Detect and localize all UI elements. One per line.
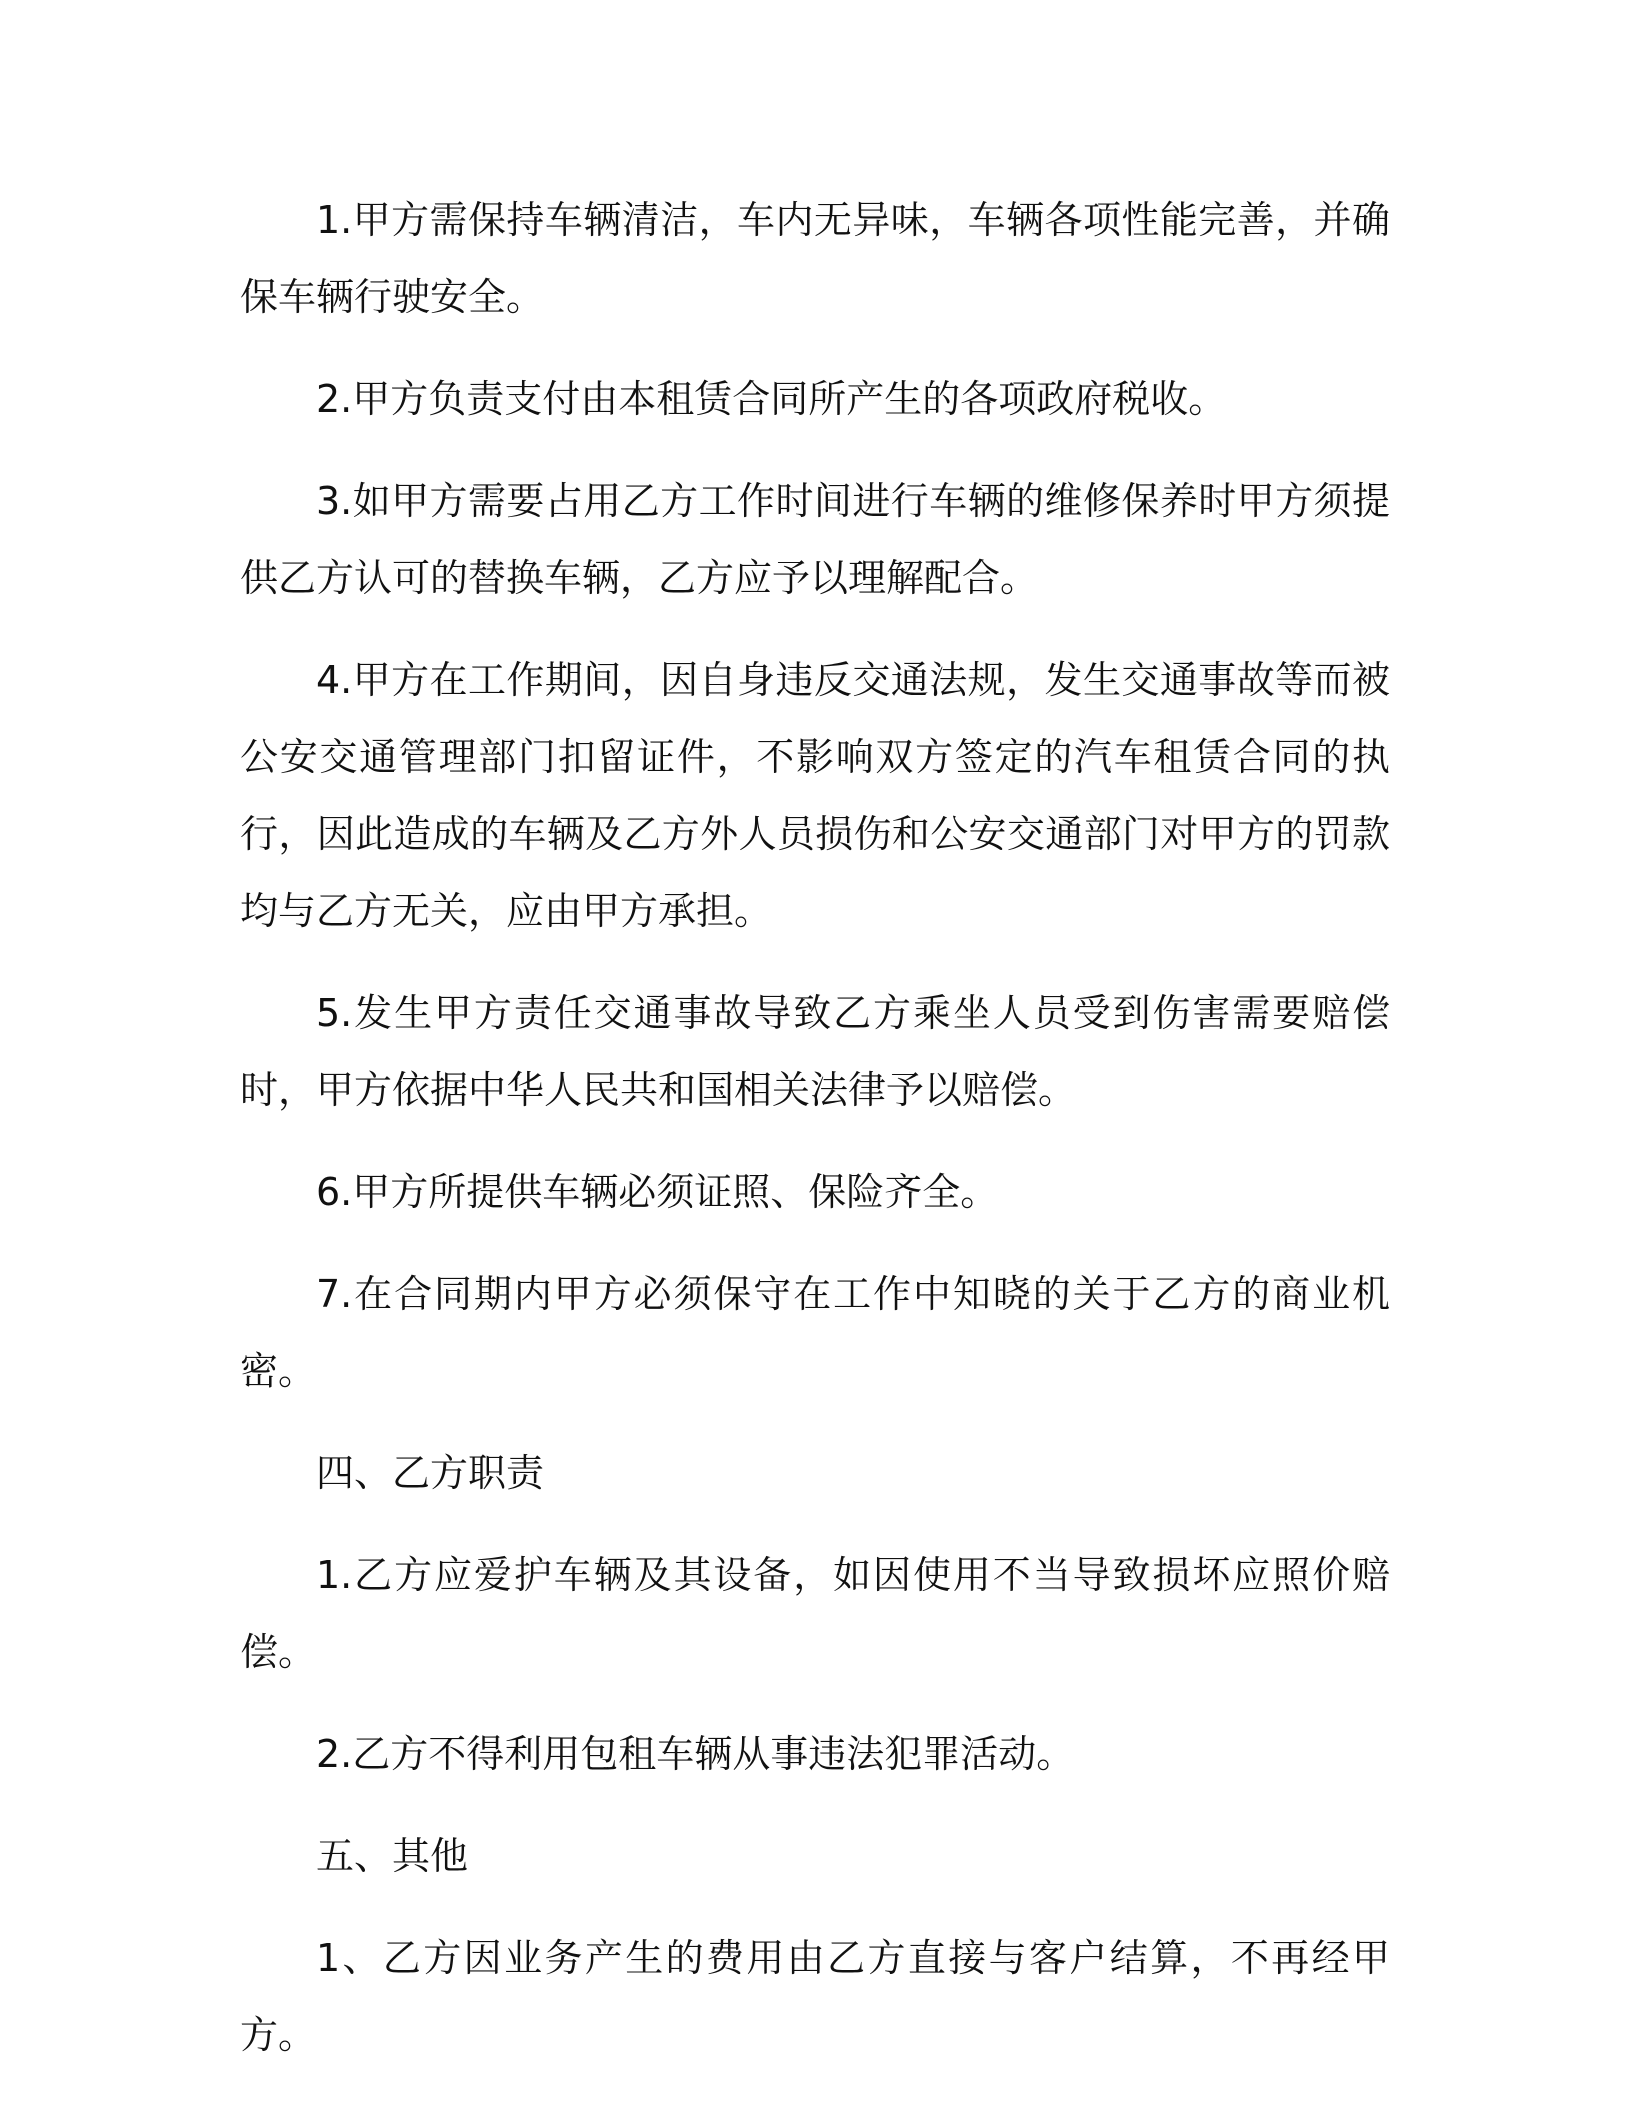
paragraph-party-a-7: 7.在合同期内甲方必须保守在工作中知晓的关于乙方的商业机密。 bbox=[240, 1272, 1390, 1393]
paragraph-party-a-4: 4.甲方在工作期间，因自身违反交通法规，发生交通事故等而被公安交通管理部门扣留证件，不影响双方签定的汽车租赁合同的执行，因此造成的车辆及乙方外人员损伤和公安交通部门对甲方的罚款均与乙方无关，应由甲方承担。 bbox=[240, 658, 1390, 933]
paragraph-party-a-1: 1.甲方需保持车辆清洁，车内无异味，车辆各项性能完善，并确保车辆行驶安全。 bbox=[240, 198, 1390, 319]
document-body bbox=[240, 182, 1390, 2099]
paragraph-other-1: 1、乙方因业务产生的费用由乙方直接与客户结算，不再经甲方。 bbox=[240, 1936, 1390, 2057]
section-heading-party-b-duties: 四、乙方职责 bbox=[316, 1451, 545, 1495]
paragraph-party-a-6: 6.甲方所提供车辆必须证照、保险齐全。 bbox=[316, 1170, 999, 1214]
paragraph-party-a-3: 3.如甲方需要占用乙方工作时间进行车辆的维修保养时甲方须提供乙方认可的替换车辆，乙方应予以理解配合。 bbox=[240, 479, 1390, 600]
paragraph-party-b-1: 1.乙方应爱护车辆及其设备，如因使用不当导致损坏应照价赔偿。 bbox=[240, 1553, 1390, 1674]
paragraph-party-a-5: 5.发生甲方责任交通事故导致乙方乘坐人员受到伤害需要赔偿时，甲方依据中华人民共和国相关法律予以赔偿。 bbox=[240, 991, 1390, 1112]
paragraph-party-a-2: 2.甲方负责支付由本租赁合同所产生的各项政府税收。 bbox=[316, 377, 1227, 421]
paragraph-party-b-2: 2.乙方不得利用包租车辆从事违法犯罪活动。 bbox=[316, 1732, 1075, 1776]
section-heading-other: 五、其他 bbox=[316, 1834, 469, 1878]
